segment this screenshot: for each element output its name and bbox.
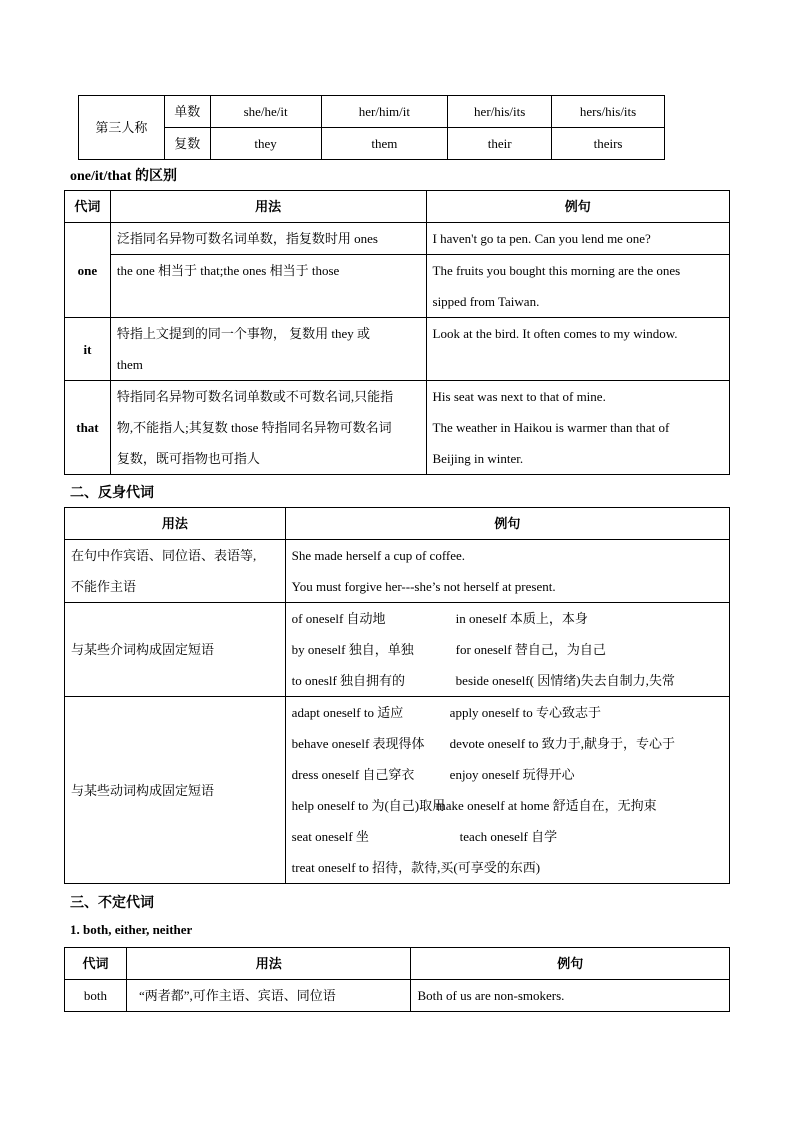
phrase-left: adapt oneself to 适应: [291, 705, 404, 720]
example-cell: I haven't go ta pen. Can you lend me one?: [426, 223, 729, 255]
phrase-left: of oneself 自动地: [291, 611, 386, 626]
phrase-right: enjoy oneself 玩得开心: [449, 767, 575, 782]
pronoun-that: that: [65, 381, 111, 475]
table-cell: her/him/it: [321, 96, 448, 128]
phrase-pair: [292, 759, 723, 790]
text-line: sipped from Taiwan.: [432, 294, 540, 309]
text-line: 特指上文提到的同一个事物， 复数用 they 或: [116, 326, 370, 341]
phrase-pair: [292, 790, 723, 821]
usage-cell: [110, 255, 426, 318]
reflexive-table: [64, 507, 730, 884]
phrase-left: by oneself 独自，单独: [291, 642, 414, 657]
phrase-left: treat oneself to 招待，款待,买(可享受的东西): [291, 860, 541, 875]
header-pronoun: 代词: [65, 948, 127, 980]
section-title-one-it-that: one/it/that 的区别: [70, 169, 177, 184]
number-singular: 单数: [164, 96, 210, 128]
table-cell: them: [321, 128, 448, 160]
number-plural: 复数: [164, 128, 210, 160]
usage-cell: [110, 318, 426, 381]
table-cell: her/his/its: [448, 96, 552, 128]
phrase-right: teach oneself 自学: [459, 829, 558, 844]
example-cell: Both of us are non-smokers.: [411, 980, 730, 1012]
phrase-pair: [292, 603, 723, 634]
indefinite-table: [64, 947, 730, 1012]
table-cell: hers/his/its: [552, 96, 665, 128]
phrase-pair: [292, 821, 723, 852]
text-line: The weather in Haikou is warmer than that of: [432, 420, 670, 435]
example-cell: [426, 381, 729, 475]
text-line: 在句中作宾语、同位语、表语等,: [71, 548, 257, 563]
phrase-right: beside oneself( 因情绪)失去自制力,失常: [455, 673, 675, 688]
header-usage: 用法: [110, 191, 426, 223]
text-line: 不能作主语: [71, 579, 137, 594]
phrase-left: to oneslf 独自拥有的: [291, 673, 406, 688]
phrase-pair: [292, 728, 723, 759]
phrase-right: devote oneself to 致力于,献身于，专心于: [449, 736, 675, 751]
phrase-left: seat oneself 坐: [291, 829, 369, 844]
header-pronoun: 代词: [65, 191, 111, 223]
text-line: Beijing in winter.: [432, 451, 524, 466]
table-cell: she/he/it: [210, 96, 321, 128]
table-cell: they: [210, 128, 321, 160]
usage-cell: 与某些动词构成固定短语: [65, 697, 286, 884]
phrase-right: for oneself 替自己，为自己: [455, 642, 606, 657]
text-line: Look at the bird. It often comes to my window.: [432, 326, 678, 341]
text-line: them: [116, 357, 143, 372]
phrase-pair: [292, 697, 723, 728]
phrase-pair: [292, 634, 723, 665]
table-cell: theirs: [552, 128, 665, 160]
usage-cell: 与某些介词构成固定短语: [65, 603, 286, 697]
phrase-right: in oneself 本质上，本身: [455, 611, 588, 626]
phrase-right: apply oneself to 专心致志于: [449, 705, 601, 720]
example-cell: [285, 540, 729, 603]
header-example: 例句: [426, 191, 729, 223]
text-line: The fruits you bought this morning are the ones: [432, 263, 681, 278]
person-row-label: 第三人称: [79, 96, 165, 160]
table-cell: their: [448, 128, 552, 160]
header-usage: 用法: [65, 508, 286, 540]
example-cell: [285, 603, 729, 697]
one-it-that-table: [64, 190, 730, 475]
phrase-pair: [292, 665, 723, 696]
text-line: 特指同名异物可数名词单数或不可数名词,只能指: [116, 389, 394, 404]
text-line: the one 相当于 that;the ones 相当于 those: [116, 263, 340, 278]
header-usage: 用法: [126, 948, 411, 980]
usage-cell: “两者都”,可作主语、宾语、同位语: [126, 980, 411, 1012]
example-cell: [285, 697, 729, 884]
section-title-indefinite: 三、不定代词: [70, 896, 154, 911]
person-table: [78, 95, 665, 160]
example-cell: [426, 255, 729, 318]
usage-cell: [65, 540, 286, 603]
usage-cell: 泛指同名异物可数名词单数，指复数时用 ones: [110, 223, 426, 255]
text-line: 复数，既可指物也可指人: [116, 451, 260, 466]
pronoun-one: one: [65, 223, 111, 318]
phrase-right: make oneself at home 舒适自在，无拘束: [435, 798, 657, 813]
header-example: 例句: [411, 948, 730, 980]
pronoun-it: it: [65, 318, 111, 381]
phrase-left: behave oneself 表现得体: [291, 736, 425, 751]
usage-cell: [110, 381, 426, 475]
example-cell: [426, 318, 729, 381]
section-title-reflexive: 二、反身代词: [70, 486, 154, 501]
header-example: 例句: [285, 508, 729, 540]
phrase-left: help oneself to 为(自己)取用: [291, 798, 446, 813]
text-line: 物,不能指人;其复数 those 特指同名异物可数名词: [116, 420, 392, 435]
text-line: His seat was next to that of mine.: [432, 389, 606, 404]
phrase-left: dress oneself 自己穿衣: [291, 767, 415, 782]
pronoun-both: both: [65, 980, 127, 1012]
text-line: She made herself a cup of coffee.: [291, 548, 466, 563]
phrase-pair: [292, 852, 723, 883]
section-subtitle: 1. both, either, neither: [70, 922, 193, 937]
text-line: You must forgive her---she’s not herself at present.: [291, 579, 556, 594]
